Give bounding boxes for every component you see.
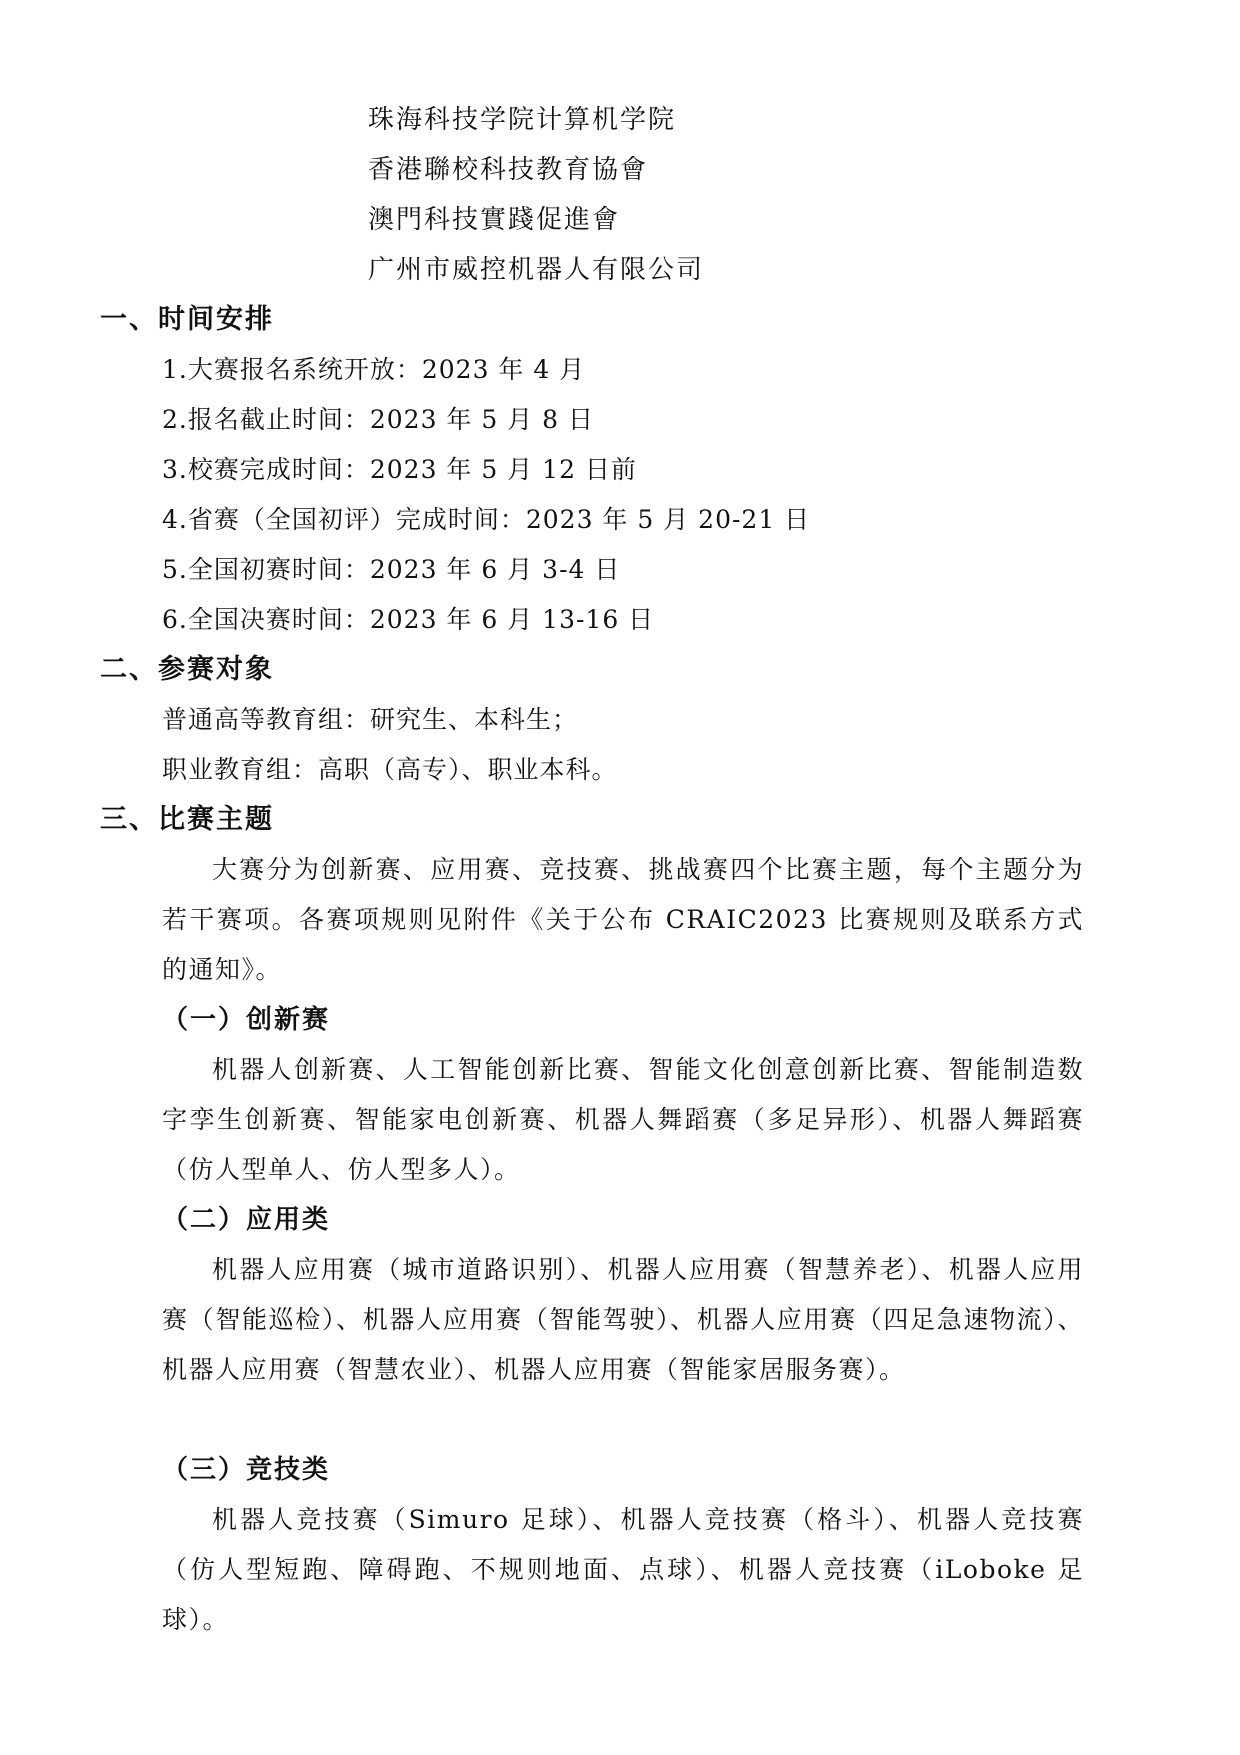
innovation-paragraph: 机器人创新赛、人工智能创新比赛、智能文化创意创新比赛、智能制造数字孪生创新赛、智能家电创新赛、机器人舞蹈赛（多足异形）、机器人舞蹈赛（仿人型单人、仿人型多人）。 bbox=[162, 1055, 1084, 1184]
application-paragraph: 机器人应用赛（城市道路识别）、机器人应用赛（智慧养老）、机器人应用赛（智能巡检）、机器人应用赛（智能驾驶）、机器人应用赛（四足急速物流）、机器人应用赛（智慧农业）、机器人应用赛（智能家居服务赛）。 bbox=[162, 1255, 1084, 1384]
subheading-application: （二）应用类 bbox=[162, 1205, 331, 1235]
schedule-item: 2.报名截止时间：2023 年 5 月 8 日 bbox=[162, 405, 595, 434]
section-heading-schedule: 一、时间安排 bbox=[100, 304, 274, 335]
organizer-line: 香港聯校科技教育協會 bbox=[368, 155, 649, 185]
subheading-innovation: （一）创新赛 bbox=[162, 1005, 331, 1035]
schedule-item: 6.全国决赛时间：2023 年 6 月 13-16 日 bbox=[162, 605, 655, 634]
organizer-line: 广州市威控机器人有限公司 bbox=[368, 255, 705, 285]
competition-paragraph: 机器人竞技赛（Simuro 足球）、机器人竞技赛（格斗）、机器人竞技赛（仿人型短跑、障碍跑、不规则地面、点球）、机器人竞技赛（iLoboke 足球）。 bbox=[162, 1505, 1084, 1634]
schedule-item: 5.全国初赛时间：2023 年 6 月 3-4 日 bbox=[162, 555, 621, 584]
subheading-competition: （三）竞技类 bbox=[162, 1455, 331, 1485]
participant-item: 普通高等教育组：研究生、本科生； bbox=[162, 705, 579, 734]
schedule-item: 4.省赛（全国初评）完成时间：2023 年 5 月 20-21 日 bbox=[162, 505, 811, 534]
section-heading-participants: 二、参赛对象 bbox=[100, 654, 274, 685]
schedule-item: 3.校赛完成时间：2023 年 5 月 12 日前 bbox=[162, 455, 637, 484]
schedule-item: 1.大赛报名系统开放：2023 年 4 月 bbox=[162, 355, 586, 384]
section-heading-themes: 三、比赛主题 bbox=[100, 804, 274, 835]
participant-item: 职业教育组：高职（高专）、职业本科。 bbox=[162, 755, 618, 784]
organizer-line: 澳門科技實踐促進會 bbox=[368, 205, 621, 235]
organizer-line: 珠海科技学院计算机学院 bbox=[368, 105, 677, 135]
themes-intro-paragraph: 大赛分为创新赛、应用赛、竞技赛、挑战赛四个比赛主题，每个主题分为若干赛项。各赛项规则见附件《关于公布 CRAIC2023 比赛规则及联系方式的通知》。 bbox=[162, 855, 1084, 984]
